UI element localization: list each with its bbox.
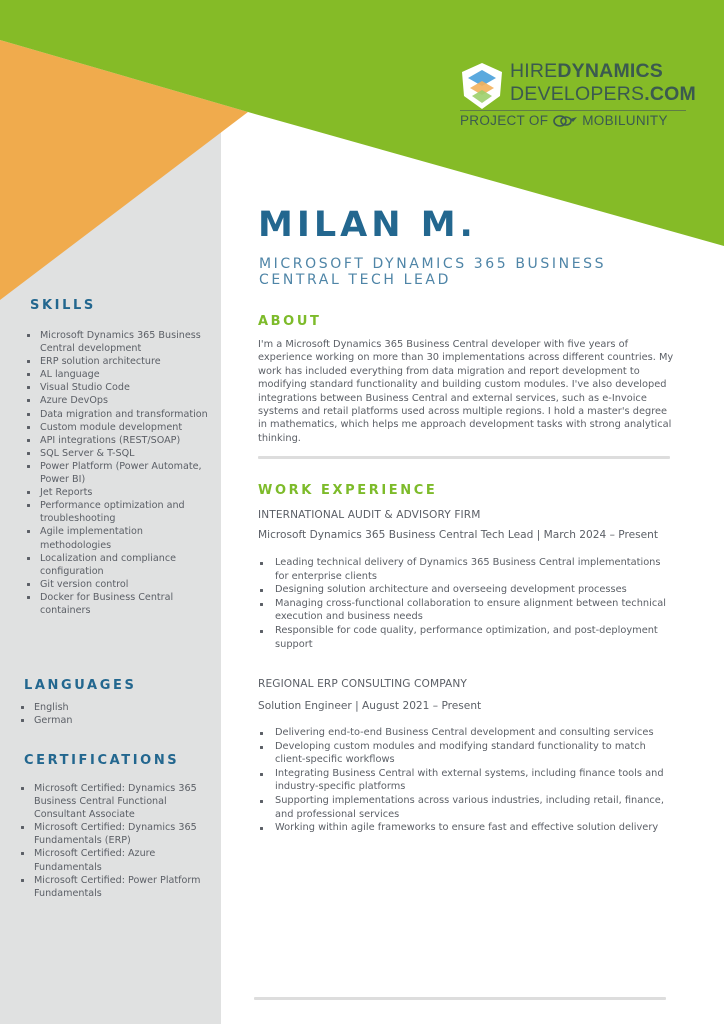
job-2-company: REGIONAL ERP CONSULTING COMPANY (258, 678, 467, 690)
list-item: Microsoft Certified: Azure Fundamentals (18, 847, 210, 873)
job-2-role: Solution Engineer | August 2021 – Present (258, 700, 482, 712)
list-item: Agile implementation methodologies (24, 525, 214, 551)
list-item: Designing solution architecture and overseeing development processes (273, 583, 673, 597)
logo-line-1: HIREDYNAMICS (510, 60, 663, 82)
list-item: English (18, 701, 208, 714)
work-experience-heading: WORK EXPERIENCE (258, 483, 438, 498)
job-1-company: INTERNATIONAL AUDIT & ADVISORY FIRM (258, 509, 481, 521)
logo-line-2: DEVELOPERS.COM (510, 83, 696, 105)
list-item: Working within agile frameworks to ensure fast and effective solution delivery (273, 821, 673, 835)
list-item: SQL Server & T-SQL (24, 447, 214, 460)
layers-logo-icon (460, 62, 504, 110)
list-item: Microsoft Certified: Power Platform Fundamentals (18, 874, 210, 900)
list-item: German (18, 714, 208, 727)
list-item: Localization and compliance configuration (24, 552, 214, 578)
list-item: Data migration and transformation (24, 408, 214, 421)
list-item: ERP solution architecture (24, 355, 214, 368)
company-logo (460, 60, 696, 132)
certifications-heading: CERTIFICATIONS (24, 753, 180, 768)
list-item: API integrations (REST/SOAP) (24, 434, 214, 447)
candidate-title: MICROSOFT DYNAMICS 365 BUSINESS CENTRAL TECH LEAD (259, 256, 607, 288)
list-item: Jet Reports (24, 486, 214, 499)
about-text: I'm a Microsoft Dynamics 365 Business Central developer with five years of experience working on more than 30 implementations across different countries. My work has included everything from data migration and report development to modifying standard functionality and building custom modules. I've also developed integrations between Business Central and external services, such as e-Invoice systems and retail platforms used across multiple regions. I hold a master's degree in mathematics, which helps me approach development tasks with strong analytical thinking. (258, 339, 674, 444)
mobilunity-icon (552, 114, 578, 128)
logo-divider (460, 110, 686, 111)
logo-line-3: PROJECT OF MOBILUNITY (460, 113, 668, 128)
list-item: Visual Studio Code (24, 381, 214, 394)
job-1-bullets (273, 556, 673, 651)
list-item: Delivering end-to-end Business Central development and consulting services (273, 726, 673, 740)
languages-list (18, 701, 208, 727)
candidate-name: MILAN M. (258, 205, 477, 245)
job-1-role: Microsoft Dynamics 365 Business Central Tech Lead | March 2024 – Present (258, 529, 659, 541)
list-item: Responsible for code quality, performance optimization, and post-deployment support (273, 624, 673, 651)
skills-list (24, 329, 214, 617)
list-item: Performance optimization and troubleshooting (24, 499, 214, 525)
languages-heading: LANGUAGES (24, 678, 137, 693)
list-item: Microsoft Dynamics 365 Business Central development (24, 329, 214, 355)
skills-heading: SKILLS (30, 298, 96, 313)
list-item: Leading technical delivery of Dynamics 365 Business Central implementations for enterprise clients (273, 556, 673, 583)
list-item: Managing cross-functional collaboration to ensure alignment between technical execution and business needs (273, 597, 673, 624)
list-item: Power Platform (Power Automate, Power BI) (24, 460, 214, 486)
list-item: Git version control (24, 578, 214, 591)
list-item: Supporting implementations across various industries, including retail, finance, and professional services (273, 794, 673, 821)
footer-divider (254, 997, 666, 1000)
list-item: Developing custom modules and modifying standard functionality to match client-specific workflows (273, 740, 673, 767)
section-divider (258, 456, 670, 459)
about-heading: ABOUT (258, 314, 322, 329)
list-item: Microsoft Certified: Dynamics 365 Fundamentals (ERP) (18, 821, 210, 847)
certifications-list (18, 782, 210, 900)
list-item: Integrating Business Central with external systems, including finance tools and industry-specific platforms (273, 767, 673, 794)
list-item: Docker for Business Central containers (24, 591, 214, 617)
list-item: Custom module development (24, 421, 214, 434)
list-item: AL language (24, 368, 214, 381)
list-item: Microsoft Certified: Dynamics 365 Business Central Functional Consultant Associate (18, 782, 210, 821)
list-item: Azure DevOps (24, 394, 214, 407)
job-2-bullets (273, 726, 673, 835)
